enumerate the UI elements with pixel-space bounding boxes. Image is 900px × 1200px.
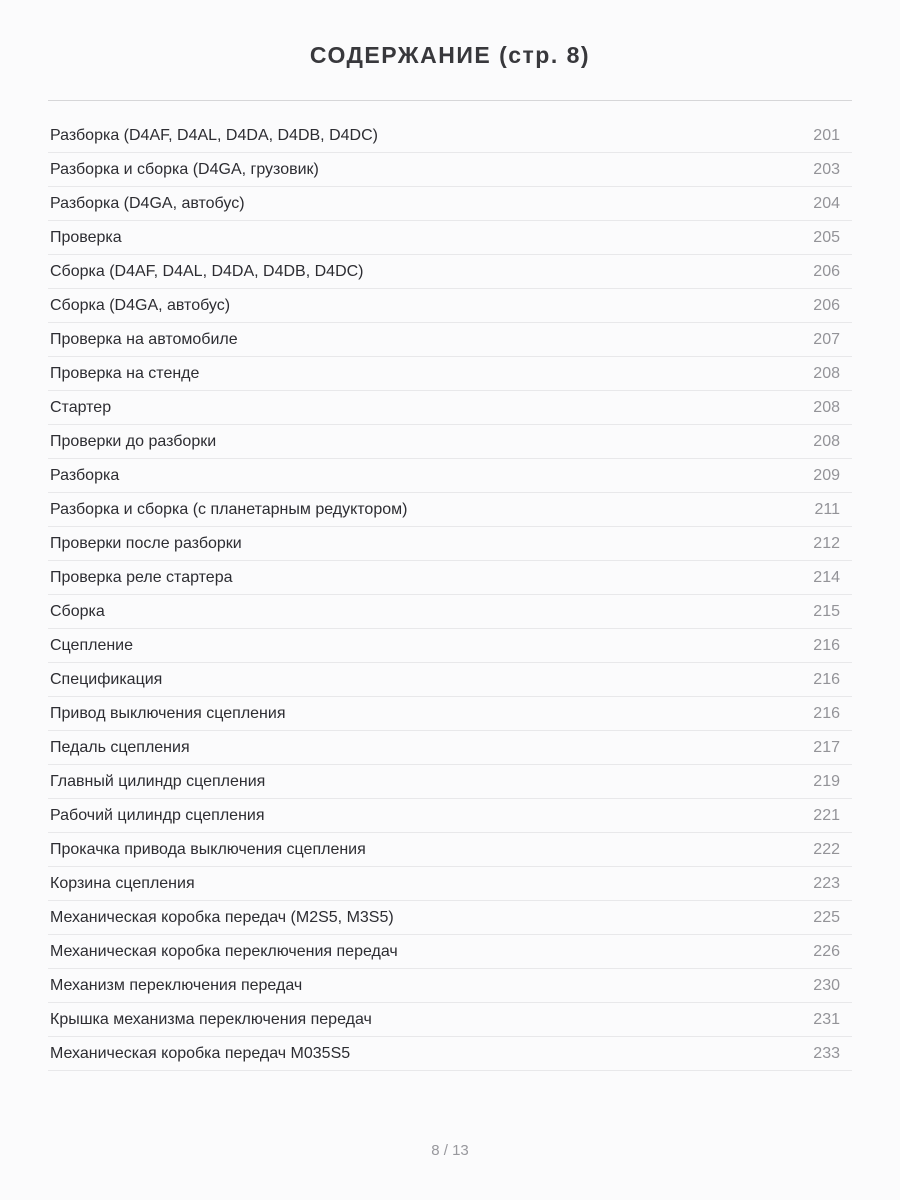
toc-row[interactable] <box>48 425 852 459</box>
toc-entry-label: Сборка (D4AF, D4AL, D4DA, D4DB, D4DC) <box>50 262 364 280</box>
toc-row[interactable] <box>48 901 852 935</box>
toc-entry-page: 216 <box>813 636 840 654</box>
toc-entry-label: Проверка <box>50 228 122 246</box>
toc-entry-page: 205 <box>813 228 840 246</box>
toc-entry-page: 208 <box>813 398 840 416</box>
toc-entry-page: 208 <box>813 364 840 382</box>
toc-row[interactable] <box>48 289 852 323</box>
toc-entry-label: Рабочий цилиндр сцепления <box>50 806 265 824</box>
page-indicator: 8 / 13 <box>431 1142 469 1159</box>
header-divider <box>48 100 852 101</box>
toc-entry-label: Механизм переключения передач <box>50 976 303 994</box>
toc-entry-page: 231 <box>813 1010 840 1028</box>
toc-entry-page: 216 <box>813 704 840 722</box>
toc-entry-label: Проверки после разборки <box>50 534 242 552</box>
toc-entry-label: Разборка (D4AF, D4AL, D4DA, D4DB, D4DC) <box>50 126 378 144</box>
toc-entry-page: 219 <box>813 772 840 790</box>
toc-entry-page: 226 <box>813 942 840 960</box>
toc-entry-page: 216 <box>813 670 840 688</box>
toc-entry-page: 222 <box>813 840 840 858</box>
toc-entry-page: 203 <box>813 160 840 178</box>
toc-entry-label: Главный цилиндр сцепления <box>50 772 266 790</box>
toc-row[interactable] <box>48 833 852 867</box>
toc-entry-page: 206 <box>813 296 840 314</box>
page-title: СОДЕРЖАНИЕ (стр. 8) <box>309 42 591 68</box>
toc-row[interactable] <box>48 119 852 153</box>
toc-row[interactable] <box>48 153 852 187</box>
toc-entry-page: 214 <box>813 568 840 586</box>
toc-entry-page: 221 <box>813 806 840 824</box>
toc-entry-page: 209 <box>813 466 840 484</box>
toc-row[interactable] <box>48 187 852 221</box>
toc-row[interactable] <box>48 799 852 833</box>
toc-row[interactable] <box>48 527 852 561</box>
toc-entry-label: Сцепление <box>50 636 134 654</box>
toc-entry-label: Разборка (D4GA, автобус) <box>50 194 245 212</box>
toc-row[interactable] <box>48 1037 852 1071</box>
toc-row[interactable] <box>48 867 852 901</box>
toc-entry-page: 215 <box>813 602 840 620</box>
toc-entry-page: 211 <box>814 500 840 518</box>
toc-entry-label: Разборка и сборка (D4GA, грузовик) <box>50 160 319 178</box>
toc-row[interactable] <box>48 969 852 1003</box>
toc-entry-page: 212 <box>813 534 840 552</box>
toc-row[interactable] <box>48 391 852 425</box>
toc-entry-label: Разборка <box>50 466 120 484</box>
toc-entry-page: 225 <box>813 908 840 926</box>
toc-row[interactable] <box>48 697 852 731</box>
toc-entry-label: Крышка механизма переключения передач <box>50 1010 372 1028</box>
toc-entry-page: 208 <box>813 432 840 450</box>
toc-list <box>48 119 852 1071</box>
toc-entry-label: Механическая коробка передач (M2S5, M3S5) <box>50 908 394 926</box>
toc-entry-label: Проверки до разборки <box>50 432 217 450</box>
toc-row[interactable] <box>48 629 852 663</box>
toc-row[interactable] <box>48 663 852 697</box>
toc-row[interactable] <box>48 357 852 391</box>
toc-row[interactable] <box>48 561 852 595</box>
toc-row[interactable] <box>48 731 852 765</box>
toc-entry-label: Проверка на автомобиле <box>50 330 238 348</box>
toc-entry-label: Проверка реле стартера <box>50 568 233 586</box>
toc-row[interactable] <box>48 493 852 527</box>
toc-entry-page: 201 <box>813 126 840 144</box>
toc-row[interactable] <box>48 221 852 255</box>
toc-entry-label: Сборка (D4GA, автобус) <box>50 296 231 314</box>
toc-entry-label: Механическая коробка передач M035S5 <box>50 1044 351 1062</box>
toc-entry-label: Прокачка привода выключения сцепления <box>50 840 366 858</box>
toc-entry-label: Корзина сцепления <box>50 874 195 892</box>
toc-entry-label: Привод выключения сцепления <box>50 704 286 722</box>
toc-row[interactable] <box>48 255 852 289</box>
toc-entry-label: Механическая коробка переключения передач <box>50 942 398 960</box>
toc-entry-label: Стартер <box>50 398 112 416</box>
toc-row[interactable] <box>48 935 852 969</box>
toc-row[interactable] <box>48 595 852 629</box>
toc-entry-page: 223 <box>813 874 840 892</box>
toc-row[interactable] <box>48 1003 852 1037</box>
toc-entry-page: 204 <box>813 194 840 212</box>
toc-entry-page: 230 <box>813 976 840 994</box>
toc-row[interactable] <box>48 765 852 799</box>
toc-entry-page: 217 <box>813 738 840 756</box>
toc-entry-label: Сборка <box>50 602 105 620</box>
toc-entry-label: Спецификация <box>50 670 163 688</box>
toc-row[interactable] <box>48 459 852 493</box>
toc-entry-page: 233 <box>813 1044 840 1062</box>
toc-entry-label: Проверка на стенде <box>50 364 200 382</box>
toc-entry-label: Педаль сцепления <box>50 738 190 756</box>
toc-entry-label: Разборка и сборка (с планетарным редуктором) <box>50 500 408 518</box>
toc-entry-page: 206 <box>813 262 840 280</box>
toc-entry-page: 207 <box>813 330 840 348</box>
toc-row[interactable] <box>48 323 852 357</box>
